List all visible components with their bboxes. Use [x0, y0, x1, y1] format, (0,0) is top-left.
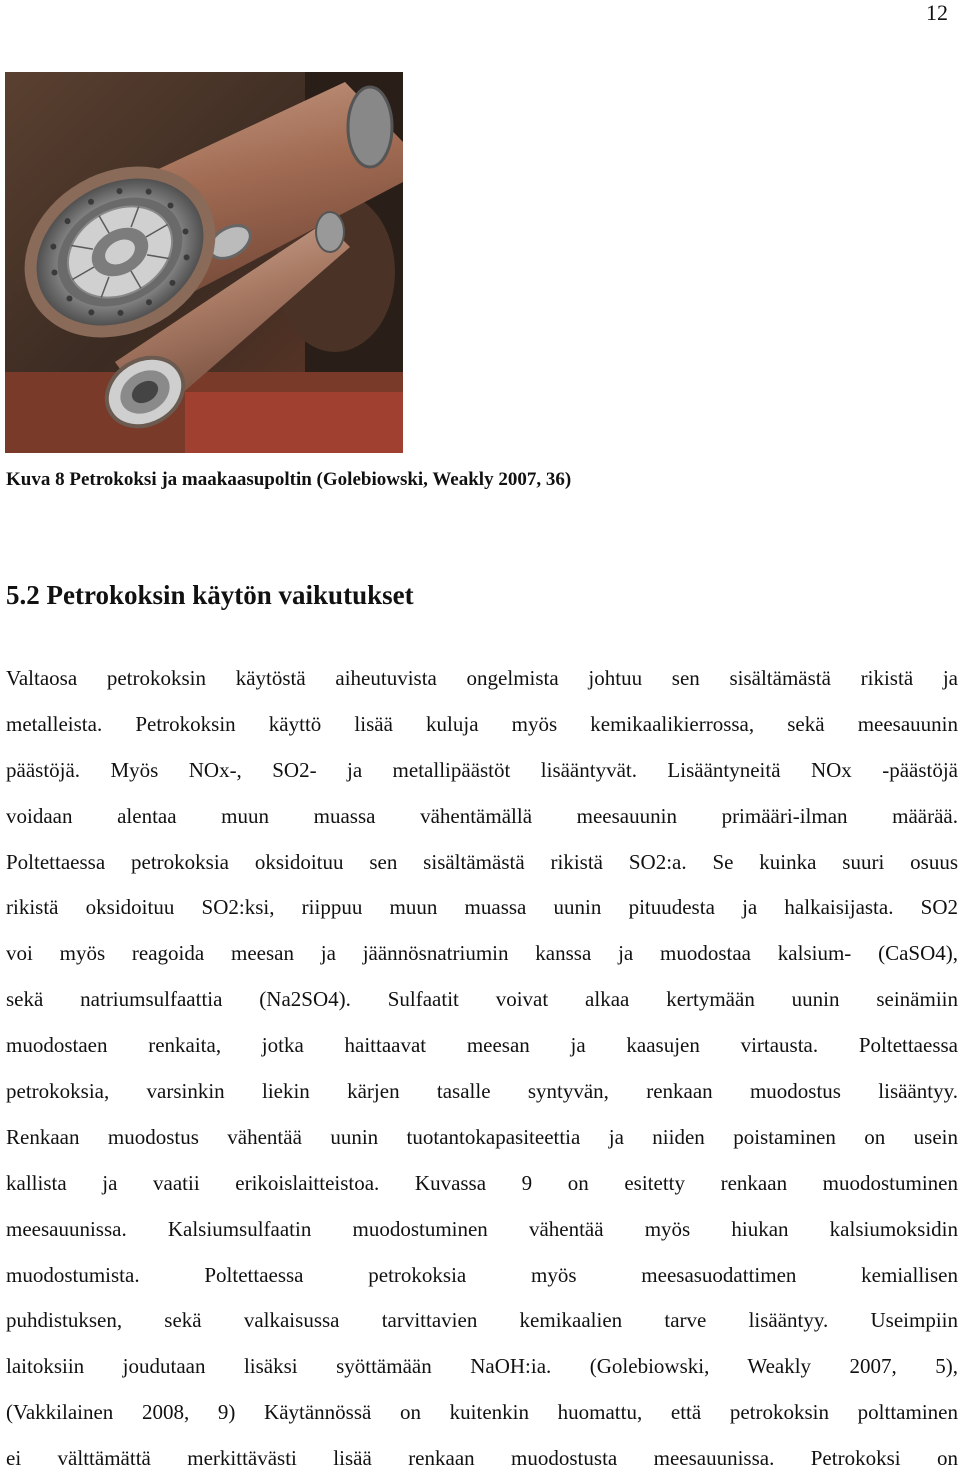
burner-photo-icon [5, 72, 403, 453]
paragraph-line: puhdistuksen, sekä valkaisussa tarvittavien kemikaalien tarve lisääntyy. Useimpiin [6, 1308, 958, 1333]
paragraph-line: meesauunissa. Kalsiumsulfaatin muodostuminen vähentää myös hiukan kalsiumoksidin [6, 1216, 958, 1241]
paragraph-line: petrokoksia, varsinkin liekin kärjen tasalle syntyvän, renkaan muodostus lisääntyy. [6, 1079, 958, 1104]
paragraph-line: Renkaan muodostus vähentää uunin tuotantokapasiteettia ja niiden poistaminen on usein [6, 1124, 958, 1149]
paragraph-line: sekä natriumsulfaattia (Na2SO4). Sulfaatit voivat alkaa kertymään uunin seinämiin [6, 987, 958, 1012]
paragraph-line: päästöjä. Myös NOx-, SO2- ja metallipäästöt lisääntyvät. Lisääntyneitä NOx -päästöjä [6, 757, 958, 782]
paragraph-line: ei välttämättä merkittävästi lisää renkaan muodostusta meesauunissa. Petrokoksi on [6, 1446, 958, 1471]
figure-caption: Kuva 8 Petrokoksi ja maakaasupoltin (Golebiowski, Weakly 2007, 36) [6, 469, 572, 490]
figure-photo [5, 72, 403, 453]
paragraph-line: Poltettaessa petrokoksia oksidoituu sen sisältämästä rikistä SO2:a. Se kuinka suuri osuus [6, 849, 958, 874]
body-paragraph [6, 656, 958, 1482]
paragraph-line: voidaan alentaa muun muassa vähentämällä meesauunin primääri-ilman määrää. [6, 803, 958, 828]
paragraph-line: laitoksiin joudutaan lisäksi syöttämään NaOH:ia. (Golebiowski, Weakly 2007, 5), [6, 1354, 958, 1379]
paragraph-line: kallista ja vaatii erikoislaitteistoa. Kuvassa 9 on esitetty renkaan muodostuminen [6, 1170, 958, 1195]
paragraph-line: (Vakkilainen 2008, 9) Käytännössä on kuitenkin huomattu, että petrokoksin polttaminen [6, 1400, 958, 1425]
paragraph-line: metalleista. Petrokoksin käyttö lisää kuluja myös kemikaalikierrossa, sekä meesauunin [6, 711, 958, 736]
paragraph-line: voi myös reagoida meesan ja jäännösnatriumin kanssa ja muodostaa kalsium- (CaSO4), [6, 941, 958, 966]
paragraph-line: Valtaosa petrokoksin käytöstä aiheutuvista ongelmista johtuu sen sisältämästä rikistä ja [6, 666, 958, 690]
paragraph-line: muodostumista. Poltettaessa petrokoksia myös meesasuodattimen kemiallisen [6, 1262, 958, 1287]
section-heading: 5.2 Petrokoksin käytön vaikutukset [6, 580, 414, 610]
paragraph-line: muodostaen renkaita, jotka haittaavat meesan ja kaasujen virtausta. Poltettaessa [6, 1033, 958, 1058]
paragraph-line: rikistä oksidoituu SO2:ksi, riippuu muun muassa uunin pituudesta ja halkaisijasta. SO2 [6, 895, 958, 920]
page-number: 12 [926, 0, 948, 25]
